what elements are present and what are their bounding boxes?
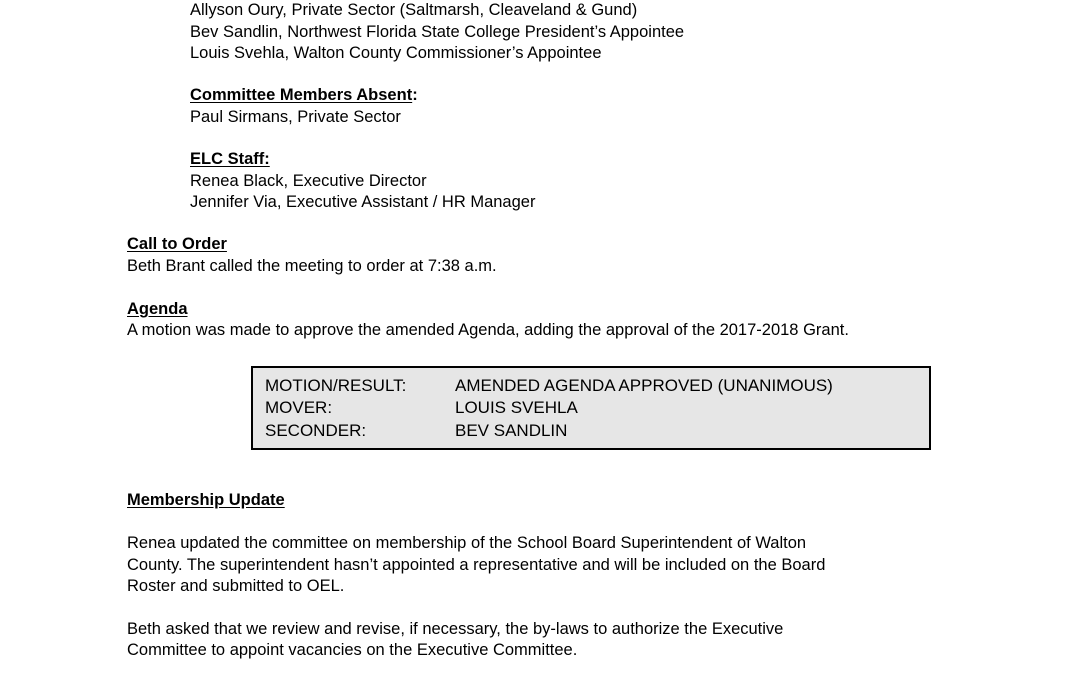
mover-row bbox=[265, 397, 578, 419]
present-member: Bev Sandlin, Northwest Florida State College President’s Appointee bbox=[190, 23, 685, 41]
call-to-order-heading: Call to Order bbox=[127, 235, 227, 253]
agenda-text: A motion was made to approve the amended Agenda, adding the approval of the 2017-2018 Grant. bbox=[127, 321, 849, 339]
membership-paragraph-line: County. The superintendent hasn’t appointed a representative and will be included on the Board bbox=[127, 556, 826, 574]
absent-heading: Committee Members Absent bbox=[190, 86, 413, 104]
motion-row bbox=[265, 375, 833, 397]
motion-result-box bbox=[251, 366, 931, 450]
motion-value: AMENDED AGENDA APPROVED (UNANIMOUS) bbox=[455, 376, 833, 395]
call-to-order-text: Beth Brant called the meeting to order at 7:38 a.m. bbox=[127, 257, 497, 275]
seconder-row bbox=[265, 420, 567, 442]
present-member: Louis Svehla, Walton County Commissioner’s Appointee bbox=[190, 44, 602, 62]
seconder-value: BEV SANDLIN bbox=[455, 421, 568, 440]
staff-member: Jennifer Via, Executive Assistant / HR Manager bbox=[190, 193, 536, 211]
mover-value: LOUIS SVEHLA bbox=[455, 398, 578, 417]
staff-heading: ELC Staff: bbox=[190, 150, 270, 168]
present-member: Allyson Oury, Private Sector (Saltmarsh, Cleaveland & Gund) bbox=[190, 1, 638, 19]
staff-member: Renea Black, Executive Director bbox=[190, 172, 427, 190]
bylaws-paragraph-line: Beth asked that we review and revise, if necessary, the by-laws to authorize the Executive bbox=[127, 620, 784, 638]
membership-update-heading: Membership Update bbox=[127, 491, 285, 509]
seconder-label: SECONDER: bbox=[265, 421, 367, 440]
absent-member: Paul Sirmans, Private Sector bbox=[190, 108, 401, 126]
absent-heading-colon: : bbox=[412, 86, 418, 104]
membership-paragraph-line: Roster and submitted to OEL. bbox=[127, 577, 345, 595]
mover-label: MOVER: bbox=[265, 398, 333, 417]
absent-heading-line bbox=[190, 85, 418, 106]
membership-paragraph-line: Renea updated the committee on membership of the School Board Superintendent of Walton bbox=[127, 534, 807, 552]
agenda-heading: Agenda bbox=[127, 300, 188, 318]
motion-label: MOTION/RESULT: bbox=[265, 376, 407, 395]
bylaws-paragraph-line: Committee to appoint vacancies on the Executive Committee. bbox=[127, 641, 578, 659]
